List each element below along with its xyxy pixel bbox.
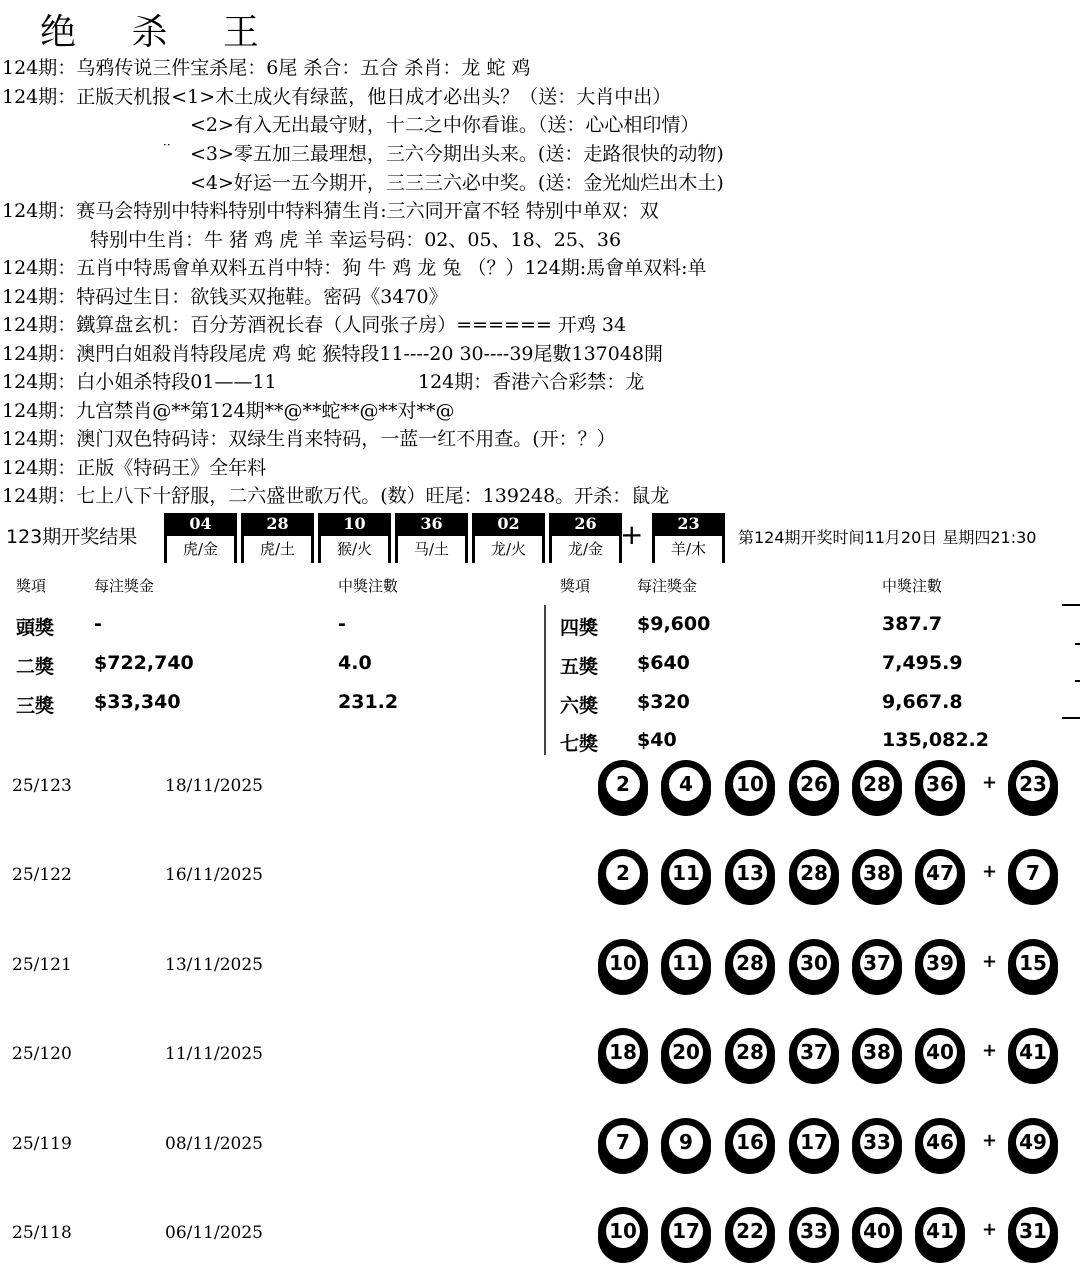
chip-zodiac: 龙/火 (475, 535, 542, 562)
prize-item: 二獎 (16, 656, 55, 678)
ball: 13 (725, 849, 775, 899)
ball: 17 (661, 1207, 711, 1257)
prize-item: 五獎 (560, 656, 599, 678)
draw-row (0, 1118, 1080, 1178)
prediction-line: <2>有入无出最守财，十二之中你看谁。（送：心心相印情） (190, 114, 700, 136)
ball: 41 (915, 1207, 965, 1257)
chip-zodiac: 龙/金 (552, 535, 619, 562)
ball: 38 (852, 849, 902, 899)
plus-sign: + (982, 951, 998, 972)
special-ball: 41 (1008, 1028, 1058, 1078)
prize-amount: - (94, 613, 102, 635)
special-ball: 15 (1008, 939, 1058, 989)
special-ball: 31 (1008, 1207, 1058, 1257)
draw-date: 11/11/2025 (165, 1044, 263, 1064)
prediction-line: 124期：澳门双色特码诗：双绿生肖来特码，一蓝一红不用查。(开：？） (2, 428, 616, 450)
draw-row (0, 1207, 1080, 1267)
prize-amount: $722,740 (94, 652, 194, 674)
ball: 33 (789, 1207, 839, 1257)
chip-number: 04 (167, 513, 234, 535)
ball: 37 (789, 1028, 839, 1078)
decorative-dots: ·· (163, 138, 171, 152)
draw-issue: 25/119 (12, 1134, 72, 1154)
special-chip (652, 513, 725, 563)
prediction-line: 124期：正版《特码王》全年料 (2, 457, 267, 479)
ball: 18 (598, 1028, 648, 1078)
chip-number: 28 (244, 513, 311, 535)
ball: 16 (725, 1118, 775, 1168)
prediction-line: 124期：七上八下十舒服，二六盛世歌万代。(数）旺尾：139248。开杀：鼠龙 (2, 485, 670, 507)
plus-sign: + (620, 518, 644, 551)
prize-amount: $40 (637, 729, 677, 751)
header-count: 中獎注數 (882, 577, 943, 595)
chip-number: 23 (655, 513, 722, 535)
prize-amount: $320 (637, 691, 690, 713)
ball: 39 (915, 939, 965, 989)
header-count: 中獎注數 (338, 577, 399, 595)
chip-number: 10 (321, 513, 388, 535)
ball: 10 (598, 1207, 648, 1257)
chip-zodiac: 猴/火 (321, 535, 388, 562)
draw-issue: 25/120 (12, 1044, 72, 1064)
prediction-line: 124期：乌鸦传说三件宝杀尾：6尾 杀合：五合 杀肖：龙 蛇 鸡 (2, 57, 531, 79)
chip-zodiac: 虎/金 (167, 535, 234, 562)
plus-sign: + (982, 1130, 998, 1151)
ball: 28 (852, 760, 902, 810)
ball: 11 (661, 939, 711, 989)
chip-number: 26 (552, 513, 619, 535)
prize-count: 387.7 (882, 613, 943, 635)
ball: 37 (852, 939, 902, 989)
ball: 7 (598, 1118, 648, 1168)
result-chip (472, 513, 545, 563)
ball: 40 (915, 1028, 965, 1078)
draw-row (0, 939, 1080, 999)
next-draw-time: 第124期开奖时间11月20日 星期四21:30 (738, 528, 1037, 547)
prize-item: 三獎 (16, 695, 55, 717)
header-item: 獎項 (560, 577, 591, 595)
ball: 46 (915, 1118, 965, 1168)
ball: 28 (789, 849, 839, 899)
prediction-line: 124期：鐵算盘玄机：百分芳酒祝长春（人同张子房）====== 开鸡 34 (2, 314, 627, 336)
ball: 28 (725, 1028, 775, 1078)
edge-mark (1062, 604, 1080, 606)
plus-sign: + (982, 772, 998, 793)
result-label: 123期开奖结果 (6, 526, 138, 548)
table-divider (544, 605, 546, 755)
ball: 20 (661, 1028, 711, 1078)
header-amount: 每注獎金 (94, 577, 155, 595)
ball: 10 (725, 760, 775, 810)
edge-mark (1075, 680, 1080, 682)
prize-count: 231.2 (338, 691, 399, 713)
plus-sign: + (982, 1040, 998, 1061)
ball: 2 (598, 760, 648, 810)
page-title: 绝 杀 王 (40, 12, 281, 53)
prize-count: - (338, 613, 346, 635)
prize-count: 9,667.8 (882, 691, 963, 713)
draw-issue: 25/122 (12, 865, 72, 885)
prediction-line: 124期：五肖中特馬會单双料五肖中特：狗 牛 鸡 龙 兔 （？）124期:馬會单双料:单 (2, 257, 707, 279)
draw-date: 16/11/2025 (165, 865, 263, 885)
prize-count: 135,082.2 (882, 729, 989, 751)
ball: 22 (725, 1207, 775, 1257)
draw-date: 06/11/2025 (165, 1223, 263, 1243)
prediction-line: 124期：九宫禁肖@**第124期**@**蛇**@**对**@ (2, 400, 455, 422)
draw-issue: 25/123 (12, 776, 72, 796)
chip-number: 36 (398, 513, 465, 535)
ball: 10 (598, 939, 648, 989)
plus-sign: + (982, 861, 998, 882)
chip-zodiac: 马/土 (398, 535, 465, 562)
result-chip (164, 513, 237, 563)
header-amount: 每注獎金 (637, 577, 698, 595)
prize-item: 頭獎 (16, 617, 55, 639)
draw-date: 13/11/2025 (165, 955, 263, 975)
result-chip (395, 513, 468, 563)
draw-date: 18/11/2025 (165, 776, 263, 796)
ball: 38 (852, 1028, 902, 1078)
ball: 2 (598, 849, 648, 899)
prediction-line: 124期：赛马会特别中特料特别中特料猜生肖:三六同开富不轻 特别中单双：双 (2, 200, 659, 222)
special-ball: 23 (1008, 760, 1058, 810)
result-chip (241, 513, 314, 563)
chip-number: 02 (475, 513, 542, 535)
prize-item: 四獎 (560, 617, 599, 639)
ball: 9 (661, 1118, 711, 1168)
ball: 30 (789, 939, 839, 989)
ball: 36 (915, 760, 965, 810)
special-ball: 7 (1008, 849, 1058, 899)
prediction-line-extra: 124期：香港六合彩禁：龙 (418, 371, 645, 393)
prediction-line: 124期：特码过生日：欲钱买双拖鞋。密码《3470》 (2, 286, 448, 308)
draw-issue: 25/118 (12, 1223, 72, 1243)
ball: 4 (661, 760, 711, 810)
result-chip (318, 513, 391, 563)
chip-zodiac: 羊/木 (655, 535, 722, 562)
prize-amount: $33,340 (94, 691, 181, 713)
prize-amount: $640 (637, 652, 690, 674)
edge-mark (1062, 717, 1080, 719)
draw-row (0, 760, 1080, 820)
ball: 17 (789, 1118, 839, 1168)
result-chip (549, 513, 622, 563)
prize-count: 4.0 (338, 652, 372, 674)
chip-zodiac: 虎/土 (244, 535, 311, 562)
prediction-line: <3>零五加三最理想，三六今期出头来。(送：走路很快的动物) (190, 143, 724, 165)
edge-mark (1075, 643, 1080, 645)
draw-issue: 25/121 (12, 955, 72, 975)
header-item: 獎項 (16, 577, 47, 595)
prediction-line: 124期：正版天机报<1>木土成火有绿蓝，他日成才必出头？（送：大肖中出） (2, 86, 672, 108)
ball: 40 (852, 1207, 902, 1257)
ball: 28 (725, 939, 775, 989)
special-ball: 49 (1008, 1118, 1058, 1168)
prize-table (0, 575, 1080, 755)
ball: 11 (661, 849, 711, 899)
prediction-line: <4>好运一五今期开，三三三六必中奖。(送：金光灿烂出木土) (190, 172, 724, 194)
draw-row (0, 849, 1080, 909)
plus-sign: + (982, 1219, 998, 1240)
draw-row (0, 1028, 1080, 1088)
ball: 26 (789, 760, 839, 810)
prize-amount: $9,600 (637, 613, 711, 635)
draw-date: 08/11/2025 (165, 1134, 263, 1154)
prize-item: 七獎 (560, 733, 599, 755)
prediction-line: 特别中生肖：牛 猪 鸡 虎 羊 幸运号码：02、05、18、25、36 (90, 229, 622, 251)
prediction-line: 124期：澳門白姐殺肖特段尾虎 鸡 蛇 猴特段11----20 30----39尾數137048開 (2, 343, 664, 365)
prediction-line: 124期：白小姐杀特段01——11 (2, 371, 277, 393)
prize-item: 六獎 (560, 695, 599, 717)
prize-count: 7,495.9 (882, 652, 963, 674)
ball: 47 (915, 849, 965, 899)
ball: 33 (852, 1118, 902, 1168)
